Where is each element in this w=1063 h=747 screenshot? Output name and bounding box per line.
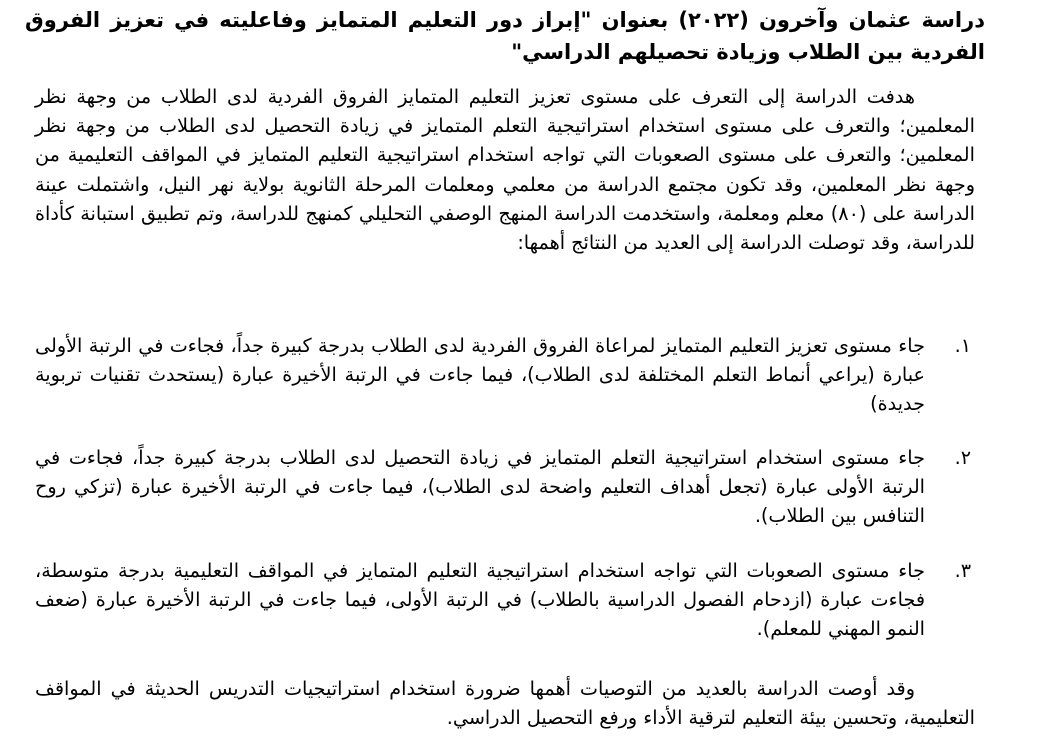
intro-paragraph: هدفت الدراسة إلى التعرف على مستوى تعزيز التعليم المتمايز الفروق الفردية لدى الطلاب من وجهة نظر المعلمين؛ والتعرف على مستوى استخدام استراتيجية التعلم المتمايز في زيادة التحصيل لدى الطلاب من وجهة نظر المعلمين؛ والتعرف على مستوى الصعوبات التي تواجه استخدام استراتيجية التعليم المتمايز في المواقف التعليمية من وجهة نظر المعلمين، وقد تكون مجتمع الدراسة من معلمي ومعلمات المرحلة الثانوية بولاية نهر النيل، واشتملت عينة الدراسة على (٨٠) معلم ومعلمة، واستخدمت الدراسة المنهج الوصفي التحليلي كمنهج للدراسة، وتم تطبيق استبانة كأداة للدراسة، وقد توصلت الدراسة إلى العديد من النتائج أهمها:: [35, 85, 975, 255]
finding-item: [35, 331, 975, 419]
finding-item: [35, 443, 975, 531]
finding-number: ١.: [954, 334, 971, 357]
finding-text: جاء مستوى استخدام استراتيجية التعلم المتمايز في زيادة التحصيل لدى الطلاب بدرجة كبيرة جداً، فجاءت في الرتبة الأولى عبارة (تجعل أهداف التعليم واضحة لدى الطلاب)، فيما جاءت في الرتبة الأخيرة عبارة (تزكي روح التنافس بين الطلاب).: [35, 446, 925, 528]
finding-number: ٣.: [954, 559, 971, 582]
finding-item: [35, 556, 975, 644]
closing-paragraph: وقد أوصت الدراسة بالعديد من التوصيات أهمها ضرورة استخدام استراتيجيات التدريس الحديثة في المواقف التعليمية، وتحسين بيئة التعليم لترقية الأداء ورفع التحصيل الدراسي.: [35, 677, 975, 730]
study-title: دراسة عثمان وآخرون (٢٠٢٢) بعنوان "إبراز دور التعليم المتمايز وفاعليته في تعزيز الفروق الفردية بين الطلاب وزيادة تحصيلهم الدراسي": [25, 8, 985, 64]
finding-text: جاء مستوى الصعوبات التي تواجه استخدام استراتيجية التعليم المتمايز في المواقف التعليمية بدرجة متوسطة، فجاءت عبارة (ازدحام الفصول الدراسية بالطلاب) في الرتبة الأولى، فيما جاءت في الرتبة الأخيرة عبارة (ضعف النمو المهني للمعلم).: [35, 559, 925, 641]
finding-number: ٢.: [954, 446, 971, 469]
finding-text: جاء مستوى تعزيز التعليم المتمايز لمراعاة الفروق الفردية لدى الطلاب بدرجة كبيرة جداً، فجاءت في الرتبة الأولى عبارة (يراعي أنماط التعلم المختلفة لدى الطلاب)، فيما جاءت في الرتبة الأخيرة عبارة (يستحدث تقنيات تربوية جديدة): [35, 334, 925, 416]
